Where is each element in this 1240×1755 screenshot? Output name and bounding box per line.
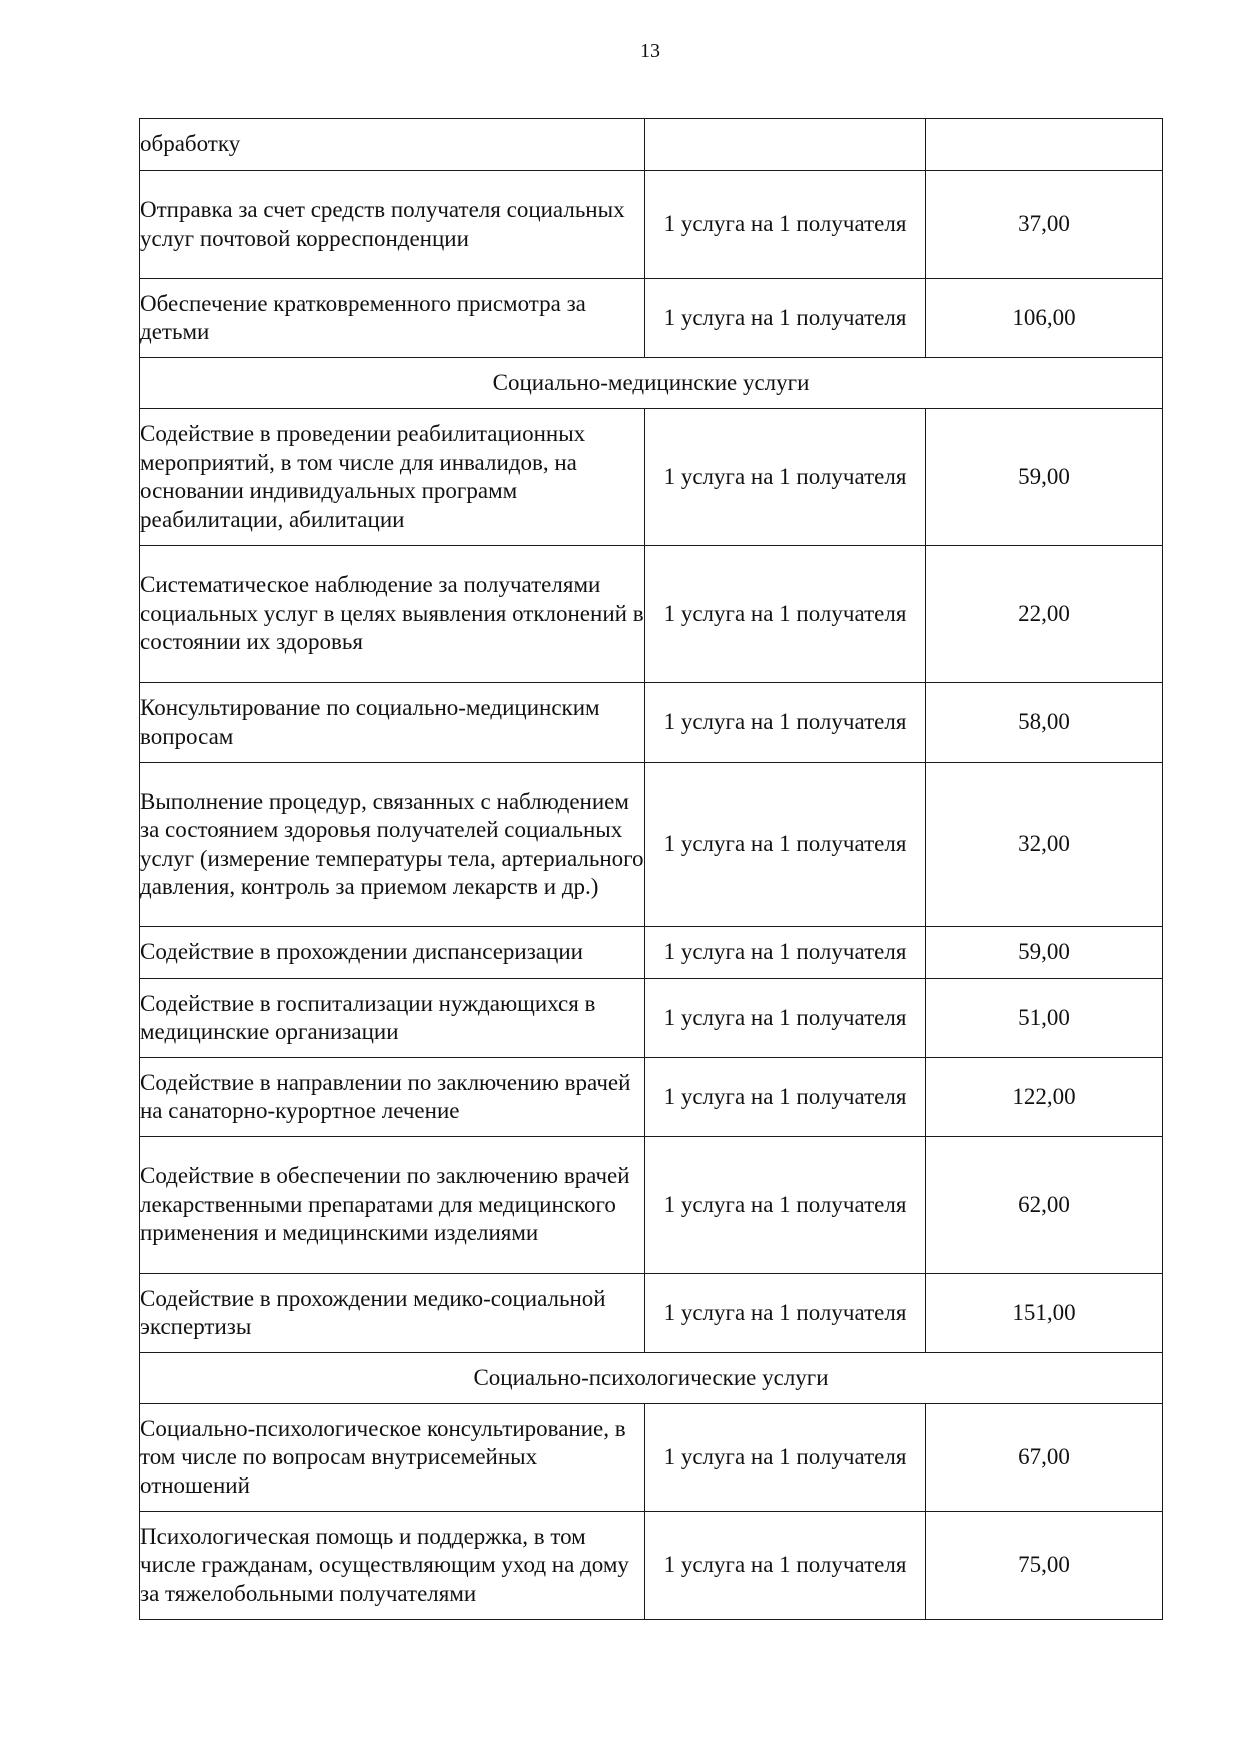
service-name-cell: Содействие в направлении по заключению врачей на санаторно-курортное лечение [140, 1058, 645, 1137]
service-name-cell: обработку [140, 119, 645, 171]
table-row [140, 979, 1163, 1058]
service-unit-cell: 1 услуга на 1 получателя [645, 683, 926, 763]
service-name-cell: Социально-психологическое консультирование, в том числе по вопросам внутрисемейных отношений [140, 1404, 645, 1512]
table-row [140, 927, 1163, 979]
service-name-cell: Содействие в обеспечении по заключению врачей лекарственными препаратами для медицинского применения и медицинскими изделиями [140, 1137, 645, 1274]
service-price-cell: 122,00 [926, 1058, 1163, 1137]
service-price-cell: 22,00 [926, 546, 1163, 683]
service-unit-cell: 1 услуга на 1 получателя [645, 1274, 926, 1353]
service-price-cell: 32,00 [926, 763, 1163, 927]
service-unit-cell: 1 услуга на 1 получателя [645, 763, 926, 927]
service-name-cell: Содействие в проведении реабилитационных мероприятий, в том числе для инвалидов, на основании индивидуальных программ реабилитации, абилитации [140, 409, 645, 546]
service-unit-cell: 1 услуга на 1 получателя [645, 546, 926, 683]
service-price-cell: 37,00 [926, 171, 1163, 279]
service-price-cell: 58,00 [926, 683, 1163, 763]
services-tariff-table [139, 118, 1163, 1620]
service-name-cell: Обеспечение кратковременного присмотра за детьми [140, 279, 645, 358]
service-unit-cell: 1 услуга на 1 получателя [645, 171, 926, 279]
service-unit-cell [645, 119, 926, 171]
table-row [140, 1404, 1163, 1512]
service-price-cell: 67,00 [926, 1404, 1163, 1512]
service-unit-cell: 1 услуга на 1 получателя [645, 279, 926, 358]
service-unit-cell: 1 услуга на 1 получателя [645, 979, 926, 1058]
service-unit-cell: 1 услуга на 1 получателя [645, 1137, 926, 1274]
table-row [140, 279, 1163, 358]
service-name-cell: Психологическая помощь и поддержка, в том числе гражданам, осуществляющим уход на дому за тяжелобольными получателями [140, 1512, 645, 1620]
table-row [140, 763, 1163, 927]
table-body [140, 119, 1163, 1620]
table-row [140, 171, 1163, 279]
table-row [140, 1058, 1163, 1137]
service-price-cell: 59,00 [926, 409, 1163, 546]
service-name-cell: Систематическое наблюдение за получателями социальных услуг в целях выявления отклонений в состоянии их здоровья [140, 546, 645, 683]
table-row [140, 1137, 1163, 1274]
service-name-cell: Содействие в госпитализации нуждающихся в медицинские организации [140, 979, 645, 1058]
section-title: Социально-психологические услуги [140, 1353, 1163, 1404]
service-unit-cell: 1 услуга на 1 получателя [645, 927, 926, 979]
section-title: Социально-медицинские услуги [140, 358, 1163, 409]
service-name-cell: Отправка за счет средств получателя социальных услуг почтовой корреспонденции [140, 171, 645, 279]
service-name-cell: Консультирование по социально-медицинским вопросам [140, 683, 645, 763]
table-row [140, 546, 1163, 683]
service-unit-cell: 1 услуга на 1 получателя [645, 409, 926, 546]
service-price-cell: 151,00 [926, 1274, 1163, 1353]
table-row [140, 119, 1163, 171]
service-price-cell: 62,00 [926, 1137, 1163, 1274]
service-unit-cell: 1 услуга на 1 получателя [645, 1404, 926, 1512]
table-row [140, 1512, 1163, 1620]
service-unit-cell: 1 услуга на 1 получателя [645, 1058, 926, 1137]
section-header-row [140, 1353, 1163, 1404]
service-price-cell: 106,00 [926, 279, 1163, 358]
service-unit-cell: 1 услуга на 1 получателя [645, 1512, 926, 1620]
service-name-cell: Выполнение процедур, связанных с наблюдением за состоянием здоровья получателей социальных услуг (измерение температуры тела, артериального давления, контроль за приемом лекарств и др.) [140, 763, 645, 927]
service-name-cell: Содействие в прохождении диспансеризации [140, 927, 645, 979]
service-price-cell: 75,00 [926, 1512, 1163, 1620]
table-row [140, 1274, 1163, 1353]
service-name-cell: Содействие в прохождении медико-социальной экспертизы [140, 1274, 645, 1353]
service-price-cell: 51,00 [926, 979, 1163, 1058]
service-price-cell [926, 119, 1163, 171]
page-number: 13 [640, 40, 660, 62]
section-header-row [140, 358, 1163, 409]
service-price-cell: 59,00 [926, 927, 1163, 979]
table-row [140, 683, 1163, 763]
table-row [140, 409, 1163, 546]
